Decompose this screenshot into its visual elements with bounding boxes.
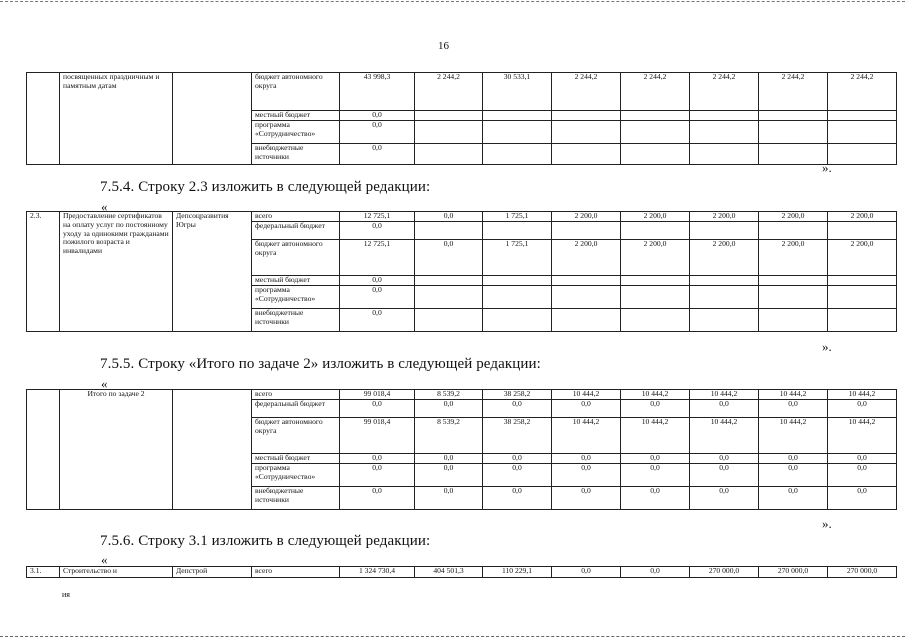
amount-cell	[828, 276, 897, 286]
amount-cell: 0,0	[415, 240, 483, 276]
amount-cell: 0,0	[415, 454, 483, 464]
amount-cell: 0,0	[340, 308, 415, 331]
amount-cell	[759, 285, 828, 308]
amount-cell: 0,0	[340, 463, 415, 486]
amount-cell: 2 244,2	[759, 73, 828, 111]
amount-cell: 10 444,2	[552, 390, 621, 400]
amount-cell	[621, 222, 690, 240]
amount-cell: 1 725,1	[483, 240, 552, 276]
amount-cell: 12 725,1	[340, 212, 415, 222]
amount-cell: 38 258,2	[483, 418, 552, 454]
amount-cell	[415, 308, 483, 331]
table-row	[27, 73, 897, 111]
opening-quote: «	[101, 552, 108, 567]
table-row	[27, 212, 897, 222]
amount-cell	[483, 111, 552, 121]
amount-cell	[415, 276, 483, 286]
amount-cell: 0,0	[690, 400, 759, 418]
amount-cell: 2 200,0	[552, 240, 621, 276]
funding-source-cell: программа «Сотрудничество»	[252, 120, 340, 143]
section-heading-7-5-6: 7.5.6. Строку 3.1 изложить в следующей редакции:	[100, 533, 431, 549]
amount-cell: 2 200,0	[690, 212, 759, 222]
closing-quote: ».	[822, 339, 832, 354]
amount-cell: 0,0	[340, 143, 415, 164]
amount-cell: 2 200,0	[759, 240, 828, 276]
amount-cell	[759, 120, 828, 143]
amount-cell: 8 539,2	[415, 390, 483, 400]
row-name-cell: Итого по задаче 2	[60, 390, 173, 510]
amount-cell: 2 200,0	[828, 240, 897, 276]
amount-cell: 0,0	[483, 463, 552, 486]
table-row-2-3	[26, 211, 897, 332]
amount-cell: 0,0	[483, 400, 552, 418]
amount-cell	[690, 308, 759, 331]
amount-cell: 0,0	[621, 486, 690, 509]
amount-cell: 10 444,2	[621, 390, 690, 400]
amount-cell: 0,0	[415, 212, 483, 222]
amount-cell: 1 725,1	[483, 212, 552, 222]
amount-cell	[552, 222, 621, 240]
amount-cell	[415, 111, 483, 121]
amount-cell	[690, 276, 759, 286]
amount-cell: 10 444,2	[759, 418, 828, 454]
amount-cell	[483, 308, 552, 331]
amount-cell	[483, 285, 552, 308]
amount-cell	[759, 111, 828, 121]
amount-cell	[759, 222, 828, 240]
amount-cell	[415, 285, 483, 308]
amount-cell	[483, 276, 552, 286]
funding-source-cell: всего	[252, 390, 340, 400]
amount-cell	[828, 120, 897, 143]
amount-cell: 0,0	[340, 486, 415, 509]
amount-cell: 0,0	[690, 463, 759, 486]
amount-cell	[828, 111, 897, 121]
amount-cell	[415, 120, 483, 143]
amount-cell: 8 539,2	[415, 418, 483, 454]
amount-cell: 110 229,1	[483, 567, 552, 578]
amount-cell	[690, 285, 759, 308]
amount-cell: 270 000,0	[759, 567, 828, 578]
row-number-cell: 2.3.	[27, 212, 60, 332]
row-executor-cell: Депстрой	[173, 567, 252, 578]
amount-cell: 10 444,2	[759, 390, 828, 400]
closing-quote: ».	[822, 160, 832, 175]
amount-cell: 270 000,0	[828, 567, 897, 578]
funding-source-cell: федеральный бюджет	[252, 222, 340, 240]
amount-cell	[621, 143, 690, 164]
section-heading-7-5-5: 7.5.5. Строку «Итого по задаче 2» изложить в следующей редакции:	[100, 356, 541, 372]
funding-source-cell: внебюджетные источники	[252, 486, 340, 509]
row-name-cell: Предоставление сертификатов на оплату услуг по постоянному уходу за одинокими гражданами пожилого возраста и инвалидами	[60, 212, 173, 332]
amount-cell: 2 244,2	[828, 73, 897, 111]
scan-edge-top	[0, 1, 905, 4]
amount-cell: 0,0	[340, 222, 415, 240]
scan-edge-bottom	[0, 636, 905, 639]
amount-cell: 2 244,2	[552, 73, 621, 111]
amount-cell	[621, 276, 690, 286]
funding-source-cell: местный бюджет	[252, 454, 340, 464]
funding-source-cell: внебюджетные источники	[252, 308, 340, 331]
amount-cell	[690, 120, 759, 143]
section-heading-7-5-4: 7.5.4. Строку 2.3 изложить в следующей редакции:	[100, 179, 431, 195]
amount-cell: 0,0	[340, 111, 415, 121]
amount-cell	[828, 143, 897, 164]
row-number-cell	[27, 73, 60, 165]
row-executor-cell: Депсоцразвития Югры	[173, 212, 252, 332]
amount-cell: 2 244,2	[690, 73, 759, 111]
amount-cell: 0,0	[690, 454, 759, 464]
amount-cell: 43 998,3	[340, 73, 415, 111]
amount-cell: 30 533,1	[483, 73, 552, 111]
amount-cell: 0,0	[552, 567, 621, 578]
amount-cell	[759, 308, 828, 331]
amount-cell: 38 258,2	[483, 390, 552, 400]
amount-cell	[759, 276, 828, 286]
amount-cell: 12 725,1	[340, 240, 415, 276]
amount-cell: 0,0	[690, 486, 759, 509]
amount-cell: 0,0	[828, 463, 897, 486]
amount-cell: 0,0	[552, 400, 621, 418]
amount-cell: 1 324 730,4	[340, 567, 415, 578]
amount-cell	[552, 120, 621, 143]
row-name-cell: Строительство и	[60, 567, 173, 578]
funding-source-cell: программа «Сотрудничество»	[252, 463, 340, 486]
funding-source-cell: бюджет автономного округа	[252, 418, 340, 454]
amount-cell	[552, 285, 621, 308]
amount-cell: 10 444,2	[690, 390, 759, 400]
amount-cell: 99 018,4	[340, 390, 415, 400]
amount-cell	[690, 111, 759, 121]
amount-cell: 99 018,4	[340, 418, 415, 454]
amount-cell: 404 501,3	[415, 567, 483, 578]
funding-source-cell: федеральный бюджет	[252, 400, 340, 418]
amount-cell: 0,0	[483, 486, 552, 509]
amount-cell	[415, 143, 483, 164]
funding-source-cell: бюджет автономного округа	[252, 240, 340, 276]
truncated-text: ия	[62, 590, 70, 599]
funding-source-cell: всего	[252, 567, 340, 578]
amount-cell: 0,0	[415, 486, 483, 509]
amount-cell	[690, 143, 759, 164]
amount-cell	[552, 308, 621, 331]
amount-cell: 0,0	[415, 400, 483, 418]
amount-cell: 0,0	[621, 463, 690, 486]
amount-cell: 0,0	[759, 486, 828, 509]
row-name-cell: посвященных праздничным и памятным датам	[60, 73, 173, 165]
amount-cell: 0,0	[415, 463, 483, 486]
table-row	[27, 390, 897, 400]
row-executor-cell	[173, 73, 252, 165]
amount-cell: 0,0	[759, 463, 828, 486]
amount-cell: 10 444,2	[828, 390, 897, 400]
opening-quote: «	[101, 376, 108, 391]
amount-cell	[552, 143, 621, 164]
amount-cell	[552, 111, 621, 121]
amount-cell	[621, 120, 690, 143]
funding-source-cell: местный бюджет	[252, 111, 340, 121]
amount-cell: 0,0	[340, 276, 415, 286]
amount-cell	[621, 111, 690, 121]
row-number-cell: 3.1.	[27, 567, 60, 578]
amount-cell: 0,0	[621, 400, 690, 418]
amount-cell: 2 200,0	[690, 240, 759, 276]
amount-cell	[828, 222, 897, 240]
amount-cell: 0,0	[759, 400, 828, 418]
table-row-total-task-2	[26, 389, 897, 510]
funding-source-cell: внебюджетные источники	[252, 143, 340, 164]
row-executor-cell	[173, 390, 252, 510]
amount-cell: 0,0	[828, 486, 897, 509]
amount-cell: 2 200,0	[621, 212, 690, 222]
amount-cell	[483, 120, 552, 143]
funding-source-cell: бюджет автономного округа	[252, 73, 340, 111]
amount-cell: 0,0	[621, 454, 690, 464]
closing-quote: ».	[822, 516, 832, 531]
amount-cell	[828, 308, 897, 331]
amount-cell: 2 200,0	[828, 212, 897, 222]
amount-cell: 10 444,2	[828, 418, 897, 454]
amount-cell: 0,0	[828, 454, 897, 464]
amount-cell: 2 244,2	[621, 73, 690, 111]
table-row-continuation	[26, 72, 897, 165]
row-number-cell	[27, 390, 60, 510]
funding-source-cell: всего	[252, 212, 340, 222]
amount-cell	[552, 276, 621, 286]
funding-source-cell: местный бюджет	[252, 276, 340, 286]
amount-cell: 2 200,0	[621, 240, 690, 276]
amount-cell: 0,0	[552, 454, 621, 464]
amount-cell: 0,0	[483, 454, 552, 464]
amount-cell: 0,0	[340, 120, 415, 143]
amount-cell: 0,0	[759, 454, 828, 464]
amount-cell: 2 200,0	[759, 212, 828, 222]
amount-cell: 2 244,2	[415, 73, 483, 111]
amount-cell	[621, 308, 690, 331]
amount-cell	[690, 222, 759, 240]
amount-cell: 10 444,2	[552, 418, 621, 454]
amount-cell	[415, 222, 483, 240]
table-row	[27, 567, 897, 578]
amount-cell: 0,0	[340, 400, 415, 418]
amount-cell: 0,0	[552, 463, 621, 486]
opening-quote: «	[101, 199, 108, 214]
amount-cell: 270 000,0	[690, 567, 759, 578]
amount-cell: 2 200,0	[552, 212, 621, 222]
amount-cell: 0,0	[828, 400, 897, 418]
amount-cell: 0,0	[552, 486, 621, 509]
amount-cell: 0,0	[340, 454, 415, 464]
amount-cell	[828, 285, 897, 308]
funding-source-cell: программа «Сотрудничество»	[252, 285, 340, 308]
amount-cell: 0,0	[621, 567, 690, 578]
amount-cell: 10 444,2	[621, 418, 690, 454]
amount-cell	[621, 285, 690, 308]
page-number: 16	[438, 40, 449, 52]
amount-cell	[483, 143, 552, 164]
amount-cell	[759, 143, 828, 164]
amount-cell	[483, 222, 552, 240]
amount-cell: 0,0	[340, 285, 415, 308]
amount-cell: 10 444,2	[690, 418, 759, 454]
table-row-3-1	[26, 566, 897, 578]
